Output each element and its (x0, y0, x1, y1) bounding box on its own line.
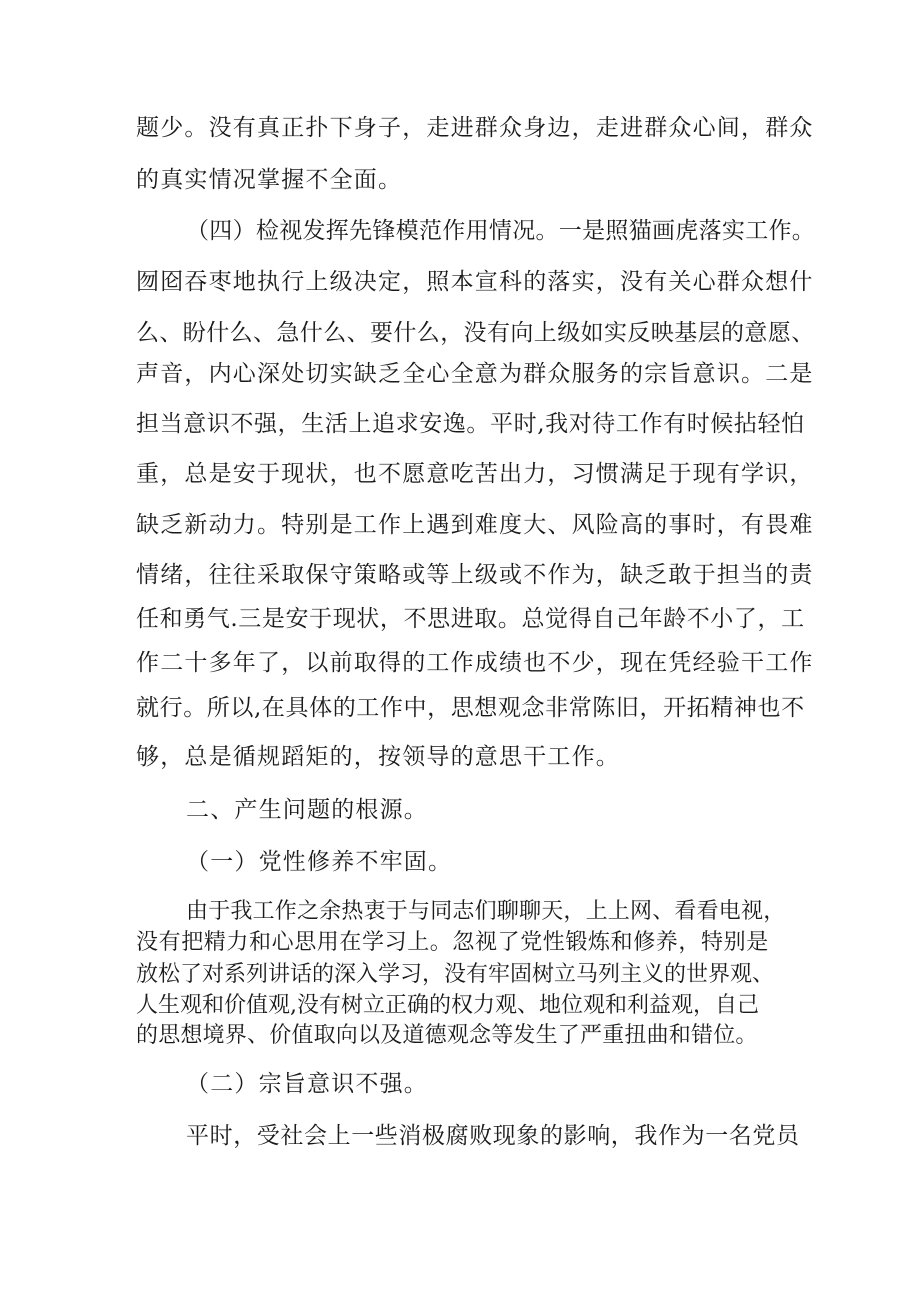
text-line: 没有把精力和心思用在学习上。忽视了党性锻炼和修养，特别是 (136, 930, 769, 955)
text-line: 的真实情况掌握不全面。 (136, 167, 403, 193)
text-line: 担当意识不强，生活上追求安逸。平时,我对待工作有时候拈轻怕 (136, 411, 805, 437)
text-line: 的思想境界、价值取向以及道德观念等发生了严重扭曲和错位。 (136, 1023, 758, 1048)
section-heading-1: （一）党性修养不牢固。 (186, 849, 453, 875)
text-line: 声音，内心深处切实缺乏全心全意为群众服务的宗旨意识。二是 (136, 361, 814, 387)
text-line: 么、盼什么、急什么、要什么，没有向上级如实反映基层的意愿、 (136, 320, 815, 346)
text-line: 囫囵吞枣地执行上级决定，照本宣科的落实，没有关心群众想什 (136, 269, 814, 295)
section-heading-4: （四）检视发挥先锋模范作用情况。一是照猫画虎落实工作。 (186, 218, 816, 244)
text-line: 缺乏新动力。特别是工作上遇到难度大、风险高的事时，有畏难 (136, 512, 814, 538)
text-line: 任和勇气.三是安于现状，不思进取。总觉得自己年龄不小了，工 (136, 606, 805, 632)
text-line: 重，总是安于现状，也不愿意吃苦出力，习惯满足于现有学识， (136, 461, 814, 487)
text-line: 放松了对系列讲话的深入学习，没有牢固树立马列主义的世界观、 (136, 962, 775, 987)
text-line: 作二十多年了，以前取得的工作成绩也不少，现在凭经验干工作 (136, 650, 814, 676)
section-heading-root-causes: 二、产生问题的根源。 (186, 797, 428, 823)
text-line: 够，总是循规蹈矩的，按领导的意思干工作。 (136, 744, 620, 770)
text-line: 就行。所以,在具体的工作中，思想观念非常陈旧，开拓精神也不 (136, 695, 805, 721)
text-line: 情绪，往往采取保守策略或等上级或不作为，缺乏敢于担当的责 (136, 562, 814, 588)
section-heading-2: （二）宗旨意识不强。 (186, 1071, 428, 1097)
text-line: 由于我工作之余热衷于与同志们聊聊天，上上网、看看电视， (186, 899, 786, 924)
text-line: 人生观和价值观,没有树立正确的权力观、地位观和利益观，自己 (136, 993, 759, 1018)
text-line: 平时，受社会上一些消极腐败现象的影响，我作为一名党员 (186, 1123, 800, 1149)
text-line: 题少。没有真正扑下身子，走进群众身边，走进群众心间，群众 (136, 115, 814, 141)
